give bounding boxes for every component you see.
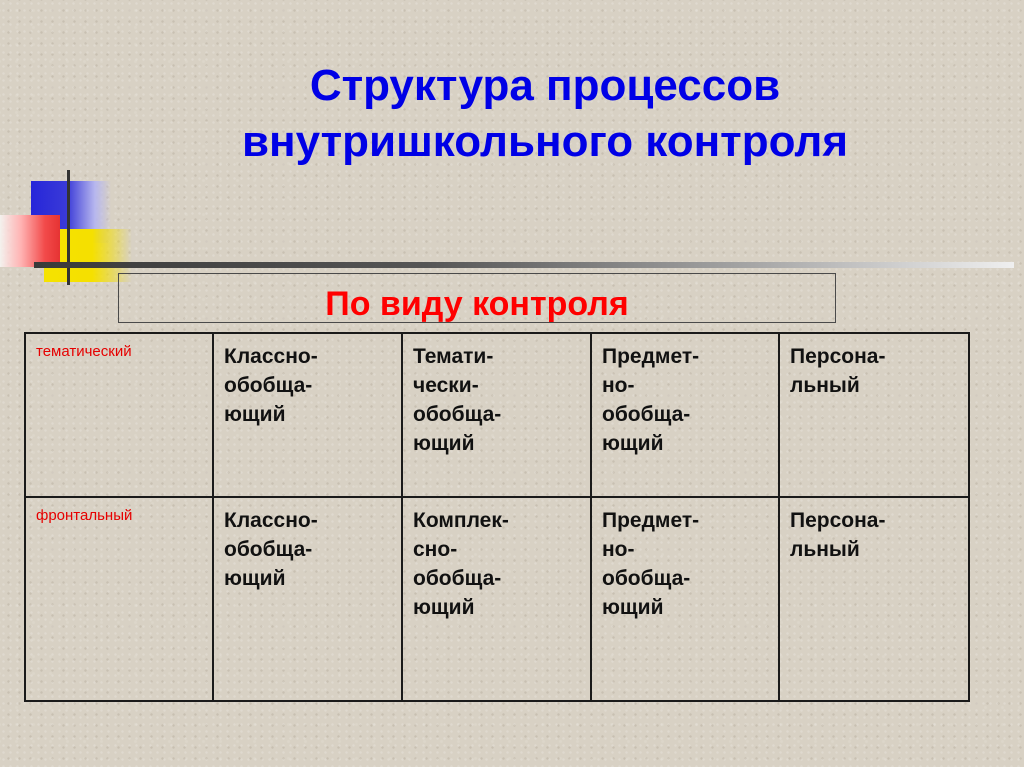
table-cell: Персона- льный (779, 497, 969, 701)
row-label-thematic: тематический (25, 333, 213, 497)
table-cell: Персона- льный (779, 333, 969, 497)
slide-title (110, 58, 980, 170)
table-cell: Комплек- сно- обобща- ющий (402, 497, 591, 701)
decor-horizontal-rule (34, 262, 1014, 268)
decor-red-block (0, 215, 60, 267)
table-cell: Предмет- но- обобща- ющий (591, 333, 779, 497)
row-label-frontal: фронтальный (25, 497, 213, 701)
table-row (25, 333, 969, 497)
table-row (25, 497, 969, 701)
slide-title-line-2: внутришкольного контроля (241, 117, 849, 166)
table-cell: Классно- обобща- ющий (213, 497, 402, 701)
control-types-table (24, 332, 970, 702)
table-cell: Темати- чески- обобща- ющий (402, 333, 591, 497)
table-cell: Предмет- но- обобща- ющий (591, 497, 779, 701)
slide-subtitle: По виду контроля (325, 285, 629, 323)
slide-title-line-1: Структура процессов (309, 61, 781, 110)
table-cell: Классно- обобща- ющий (213, 333, 402, 497)
